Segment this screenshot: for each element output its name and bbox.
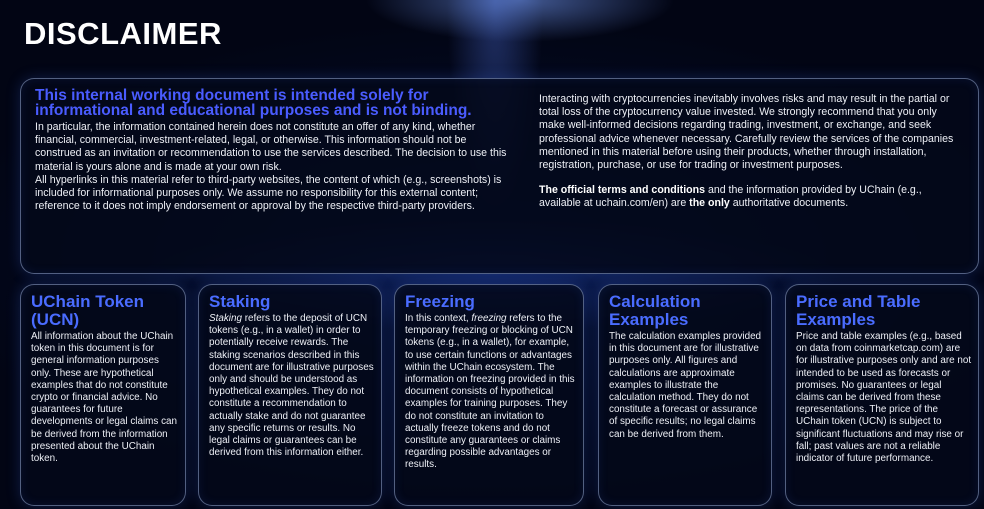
card-body: Price and table examples (e.g., based on data from coinmarketcap.com) are for illustrative purposes only and are not intended to be used as forecasts or promises. No guarantees or legal claims can be derived from these representations. The price of the UChain token (UCN) is subject to significant fluctuations and may rise or fall; past values are not a reliable indicator of future performance. — [796, 331, 972, 465]
intro-right-column — [539, 93, 964, 211]
intro-paragraph-risks: Interacting with cryptocurrencies inevitably involves risks and may result in the partial or total loss of the cryptocurrency value invested. We strongly recommend that you only make well-informed decisions regarding trading, investment, or exchange, and seek professional advice whenever necessary. Carefully review the services of the companies mentioned in this material before using their products, whether through installation, registration, purchase, or use for trading or investment purposes. — [539, 93, 954, 172]
card-body-text: refers to the temporary freezing or blocking of UCN tokens (e.g., in a wallet), for example, to use certain functions or advantages within the UChain ecosystem. The information on freezing provided in this document consists of hypothetical examples for training purposes. They do not constitute an invitation to actually freeze tokens and do not constitute any guarantees or claims regarding possible advantages or results. — [405, 313, 575, 471]
intro-paragraph-offer: In particular, the information contained herein does not constitute an offer of any kind, whether financial, commercial, investment-related, legal, or otherwise. This information should not be construed as an invitation or recommendation to use the services described. The decision to use this material is yours alone and is made at your own risk. — [35, 121, 507, 173]
card-content — [796, 293, 972, 465]
card-title: Price and Table Examples — [796, 292, 921, 329]
terms-bold-start: The official terms and conditions — [539, 184, 705, 197]
card-body-italic: Staking — [209, 313, 242, 324]
card-content — [405, 293, 577, 472]
card-body-pre: In this context, — [405, 313, 472, 324]
intro-left-column — [35, 88, 515, 213]
terms-bold-mid: the only — [689, 197, 730, 210]
card-body: The calculation examples provided in this document are for illustrative purposes only. All figures and calculations are approximate examples to illustrate the calculation method. They do not constitute a forecast or assurance of specific results; no legal claims can be derived from them. — [609, 331, 762, 440]
terms-end: authoritative documents. — [729, 197, 849, 210]
card-body: All information about the UChain token in this document is for general information purposes only. These are hypothetical examples that do not constitute crypto or financial advice. No guarantees for future developments or legal claims can be derived from the information presented about the UChain token. — [31, 331, 178, 465]
card-title: Staking — [209, 292, 271, 311]
page-title: DISCLAIMER — [24, 16, 222, 51]
card-body-text: refers to the deposit of UCN tokens (e.g., in a wallet) in order to potentially receive rewards. The staking scenarios described in this document are for illustrative purposes only and should be understood as hypothetical examples. They do not constitute a recommendation to actually stake and do not guarantee any specific returns or results. No legal claims or guarantees can be derived from this information either. — [209, 313, 374, 459]
card-uchain-token — [20, 284, 186, 506]
intro-paragraph-terms — [539, 184, 964, 210]
card-title: UChain Token (UCN) — [31, 292, 145, 329]
card-calculation-examples — [598, 284, 772, 506]
card-body — [209, 313, 375, 459]
card-content — [609, 293, 765, 441]
card-content — [31, 293, 179, 465]
card-body-italic: freezing — [471, 313, 507, 324]
card-content — [209, 293, 375, 459]
card-price-table-examples — [785, 284, 979, 506]
card-title: Calculation Examples — [609, 292, 701, 329]
intro-paragraph-hyperlinks: All hyperlinks in this material refer to third-party websites, the content of which (e.g., screenshots) is included for informational purposes only. We assume no responsibility for this external content; reference to it does not imply endorsement or approval by the respective third-party providers. — [35, 173, 502, 213]
intro-panel — [20, 78, 979, 274]
card-title: Freezing — [405, 292, 475, 311]
intro-headline: This internal working document is intended solely for informational and educational purposes and is not binding. — [35, 87, 472, 119]
card-staking — [198, 284, 382, 506]
card-body — [405, 313, 577, 472]
card-freezing — [394, 284, 584, 506]
terms-middle: and the information provided by UChain (e.g., available at uchain.com/en) are — [539, 184, 922, 210]
